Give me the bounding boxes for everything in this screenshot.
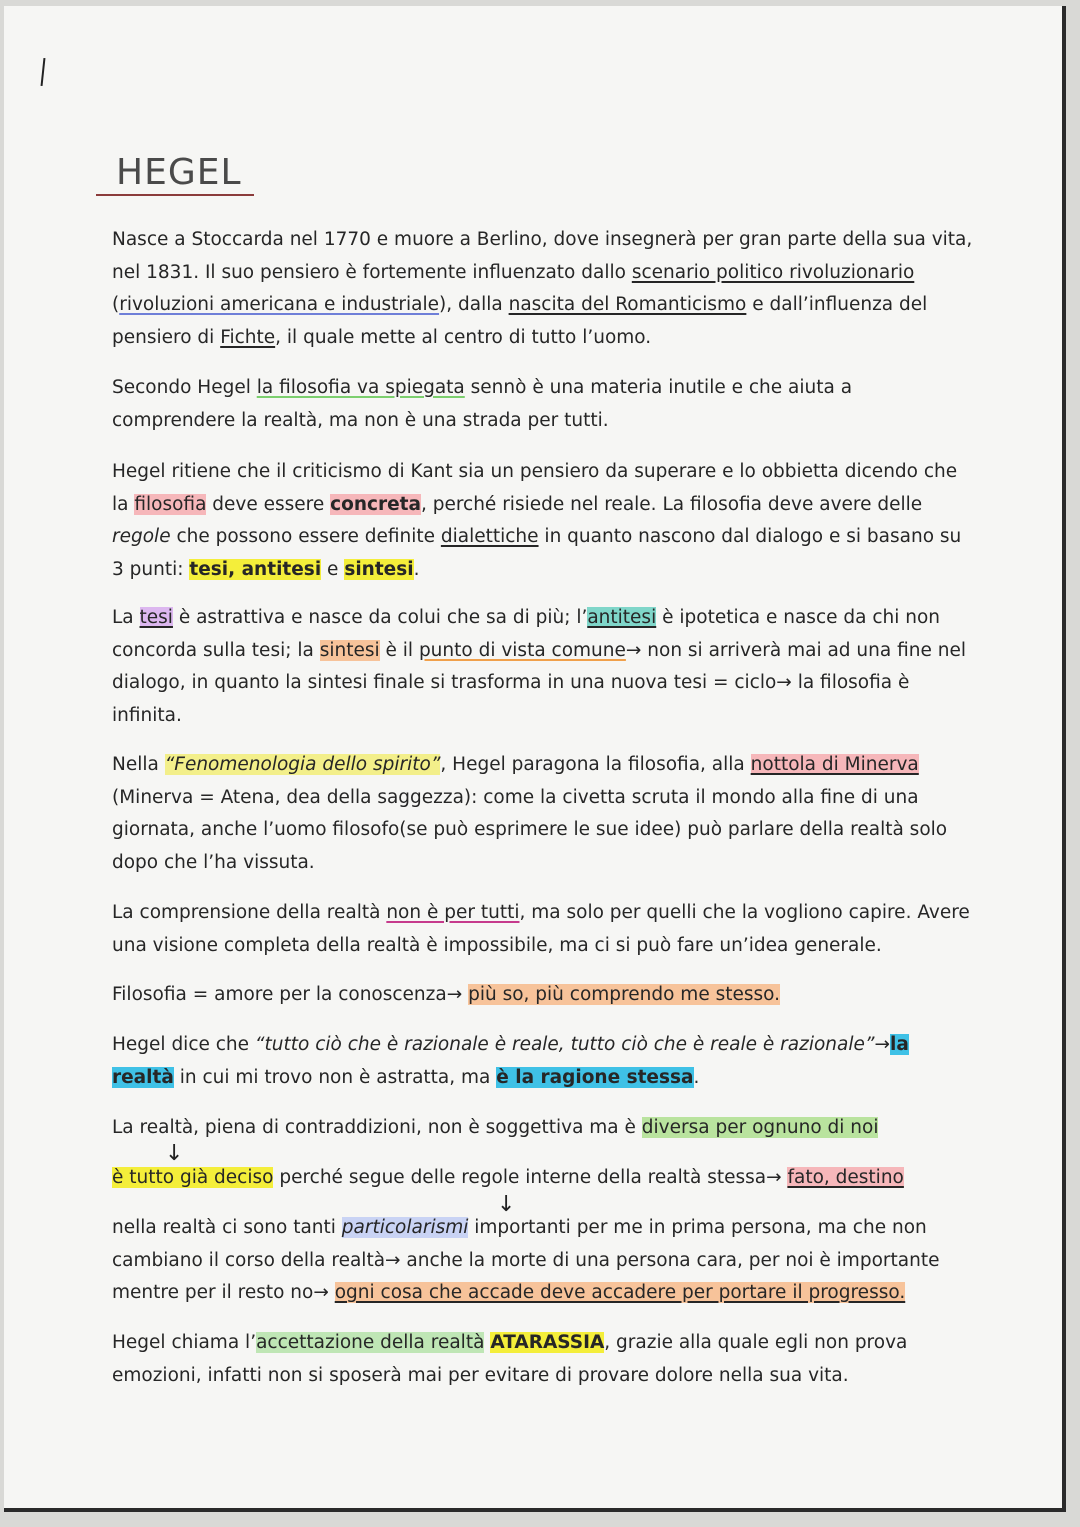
paragraph-ataraxia: Hegel chiama l’accettazione della realtà ATARASSIA, grazie alla quale egli non prova emozioni, infatti non si sposerà mai per evitare di provare dolore nella sua vita. bbox=[112, 1332, 908, 1386]
page-title: HEGEL bbox=[116, 152, 242, 193]
paragraph-rational-real: Hegel dice che “tutto ciò che è razionale è reale, tutto ciò che è reale è razionale”→la realtà in cui mi trovo non è astratta, ma è la ragione stessa. bbox=[112, 1034, 909, 1088]
paragraph-dialectic: La tesi è astrattiva e nasce da colui che sa di più; l’antitesi è ipotetica e nasce da chi non concorda sulla tesi; la sintesi è il punto di vista comune→ non si arriverà mai ad una fine nel dialogo, in quanto la sintesi finale si trasforma in una nuova tesi = ciclo→ la filosofia è infinita. bbox=[112, 607, 966, 726]
paragraph-particularisms: nella realtà ci sono tanti particolarismi importanti per me in prima persona, ma che non cambiano il corso della realtà→ anche la morte di una persona cara, per noi è importante mentre per il resto no→ ogni cosa che accade deve accadere per portare il progresso. bbox=[112, 1217, 940, 1303]
paragraph-kant: Hegel ritiene che il criticismo di Kant sia un pensiero da superare e lo obbietta dicendo che la filosofia deve essere concreta, perché risiede nel reale. La filosofia deve avere delle regole che possono essere definite dialettiche in quanto nascono dal dialogo e si basano su 3 punti: tesi, antitesi e sintesi. bbox=[112, 461, 962, 580]
paragraph-love-knowledge: Filosofia = amore per la conoscenza→ più so, più comprendo me stesso. bbox=[112, 984, 781, 1005]
paragraph-biography: Nasce a Stoccarda nel 1770 e muore a Berlino, dove insegnerà per gran parte della sua vita, nel 1831. Il suo pensiero è fortemente influenzato dallo scenario politico rivoluzionario (rivoluzioni americana e industriale), dalla nascita del Romanticismo e dall’influenza del pensiero di Fichte, il quale mette al centro di tutto l’uomo. bbox=[112, 229, 973, 348]
paragraph-contradictions: La realtà, piena di contraddizioni, non è soggettiva ma è diversa per ognuno di noi bbox=[112, 1117, 879, 1138]
title-underline bbox=[96, 194, 254, 196]
arrow-down-icon: ↓ bbox=[497, 1192, 516, 1217]
document-page bbox=[4, 6, 1066, 1512]
paragraph-minerva: Nella “Fenomenologia dello spirito”, Hegel paragona la filosofia, alla nottola di Minerva (Minerva = Atena, dea della saggezza): come la civetta scruta il mondo alla fine di una giornata, anche l’uomo filosofo(se può esprimere le sue idee) può parlare della realtà solo dopo che l’ha vissuta. bbox=[112, 754, 948, 873]
paragraph-comprehension: La comprensione della realtà non è per tutti, ma solo per quelli che la vogliono capire. Avere una visione completa della realtà è impossibile, ma ci si può fare un’idea generale. bbox=[112, 902, 970, 956]
paragraph-philosophy: Secondo Hegel la filosofia va spiegata sennò è una materia inutile e che aiuta a comprendere la realtà, ma non è una strada per tutti. bbox=[112, 377, 853, 431]
paragraph-decided: è tutto già deciso perché segue delle regole interne della realtà stessa→ fato, destino bbox=[112, 1167, 904, 1188]
arrow-down-icon: ↓ bbox=[165, 1141, 184, 1166]
pen-mark bbox=[41, 58, 46, 86]
